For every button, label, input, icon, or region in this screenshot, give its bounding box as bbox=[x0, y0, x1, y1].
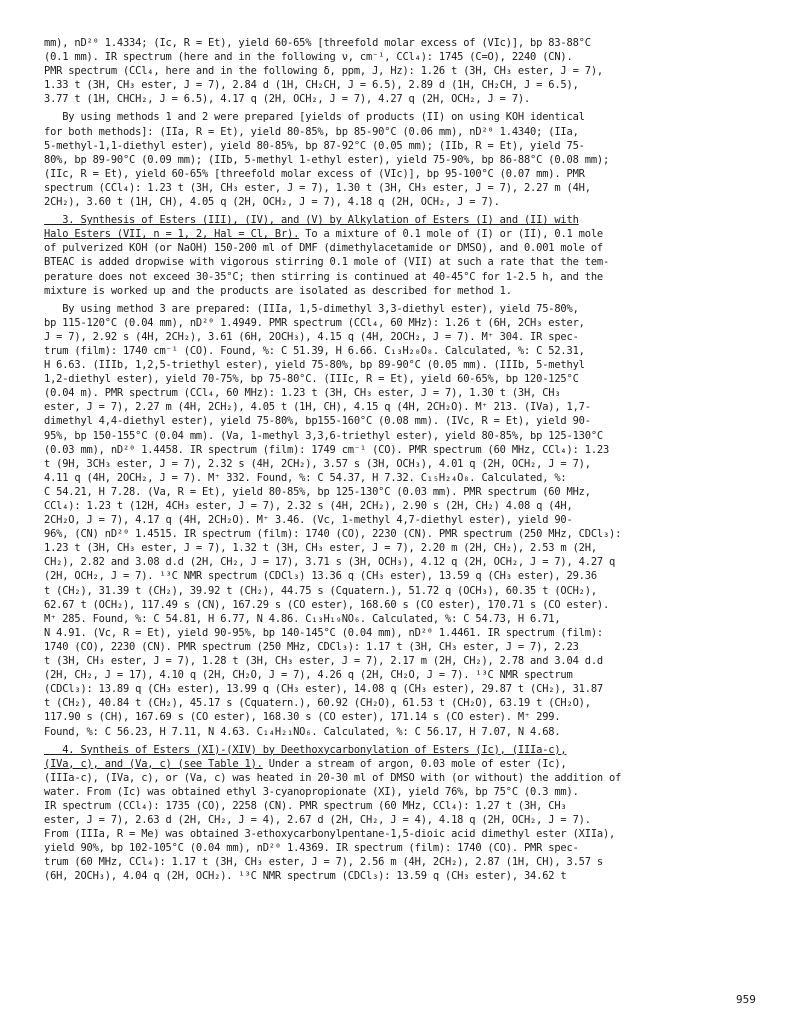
text-line bbox=[44, 213, 774, 227]
text-line bbox=[44, 654, 774, 668]
text-line bbox=[44, 757, 774, 771]
text-line bbox=[44, 869, 774, 883]
text-line bbox=[44, 358, 774, 372]
line-text: ester, J = 7), 2.27 m (4H, 2CH₂), 4.05 t (1H, CH), 4.15 q (4H, 2CH₂O). M⁺ 213. (IVa), 1,7- bbox=[44, 401, 591, 414]
line-text: (IIIa-c), (IVa, c), or (Va, c) was heated in 20-30 ml of DMSO with (or without) the addition of bbox=[44, 771, 622, 784]
line-text: H 6.63. (IIIb, 1,2,5-triethyl ester), yield 75-80%, bp 89-90°C (0.05 mm). (IIIb, 5-methyl bbox=[44, 359, 585, 372]
line-text: J = 7), 2.92 s (4H, 2CH₂), 3.61 (6H, 2OCH₃), 4.15 q (4H, 2OCH₂, J = 7). M⁺ 304. IR spec- bbox=[44, 330, 579, 343]
text-line bbox=[44, 696, 774, 710]
section-heading: Halo Esters (VII, n = 1, 2, Hal = Cl, Br). bbox=[44, 228, 300, 241]
line-text: ester, J = 7), 2.63 d (2H, CH₂, J = 4), 2.67 d (2H, CH₂, J = 4), 4.18 q (2H, OCH₂, J = 7). bbox=[44, 814, 591, 827]
text-line bbox=[44, 227, 774, 241]
text-line bbox=[44, 386, 774, 400]
text-line bbox=[44, 125, 774, 139]
text-line bbox=[44, 527, 774, 541]
line-text: PMR spectrum (CCl₄, here and in the following δ, ppm, J, Hz): 1.26 t (3H, CH₃ ester, J = 7), bbox=[44, 65, 603, 78]
text-line bbox=[44, 743, 774, 757]
text-line bbox=[44, 682, 774, 696]
line-text: for both methods]: (IIa, R = Et), yield 80-85%, bp 85-90°C (0.06 mm), nD²⁰ 1.4340; (IIa, bbox=[44, 125, 579, 138]
line-text: mm), nD²⁰ 1.4334; (Ic, R = Et), yield 60-65% [threefold molar excess of (VIc)], bp 83-88°C bbox=[44, 37, 591, 49]
line-text: (IIc, R = Et), yield 60-65% [threefold molar excess of (VIc)], bp 95-100°C (0.07 mm). PMR bbox=[44, 167, 585, 180]
line-text: BTEAC is added dropwise with vigorous stirring 0.1 mole of (VII) at such a rate that the tem- bbox=[44, 256, 610, 269]
text-line bbox=[44, 725, 774, 739]
line-text: perature does not exceed 30-35°C; then stirring is continued at 40-45°C for 1-2.5 h, and the bbox=[44, 270, 603, 283]
text-line bbox=[44, 598, 774, 612]
line-text: IR spectrum (CCl₄): 1735 (CO), 2258 (CN). PMR spectrum (60 MHz, CCl₄): 1.27 t (3H, CH₃ bbox=[44, 799, 567, 812]
text-line bbox=[44, 499, 774, 513]
line-text: (0.03 mm), nD²⁰ 1.4458. IR spectrum (film): 1749 cm⁻¹ (CO). PMR spectrum (60 MHz, CCl₄): 1.23 bbox=[44, 443, 610, 456]
text-line bbox=[44, 799, 774, 813]
text-line bbox=[44, 255, 774, 269]
line-text: Found, %: C 56.23, H 7.11, N 4.63. C₁₄H₂₁NO₆. Calculated, %: C 56.17, H 7.07, N 4.68. bbox=[44, 725, 561, 738]
text-line bbox=[44, 584, 774, 598]
line-text: 80%, bp 89-90°C (0.09 mm); (IIb, 5-methyl 1-ethyl ester), yield 75-90%, bp 86-88°C (0.08 mm); bbox=[44, 153, 610, 166]
line-text: 1.23 t (3H, CH₃ ester, J = 7), 1.32 t (3H, CH₃ ester, J = 7), 2.20 m (2H, CH₂), 2.53 m (2H, bbox=[44, 542, 597, 555]
line-text: t (3H, CH₃ ester, J = 7), 1.28 t (3H, CH₃ ester, J = 7), 2.17 m (2H, CH₂), 2.78 and 3.04 d.d bbox=[44, 655, 603, 668]
line-text: mixture is worked up and the products are isolated as described for method 1. bbox=[44, 284, 512, 297]
text-line bbox=[44, 457, 774, 471]
text-line bbox=[44, 827, 774, 841]
line-text: M⁺ 285. Found, %: C 54.81, H 6.77, N 4.86. C₁₃H₁₉NO₆. Calculated, %: C 54.73, H 6.71, bbox=[44, 612, 561, 625]
text-line bbox=[44, 710, 774, 724]
text-line bbox=[44, 414, 774, 428]
text-line bbox=[44, 443, 774, 457]
text-line bbox=[44, 181, 774, 195]
text-line bbox=[44, 841, 774, 855]
text-line bbox=[44, 569, 774, 583]
line-text: trum (film): 1740 cm⁻¹ (CO). Found, %: C 51.39, H 6.66. C₁₃H₂₀O₈. Calculated, %: C 52.31, bbox=[44, 344, 585, 357]
text-line bbox=[44, 330, 774, 344]
line-text: t (CH₂), 40.84 t (CH₂), 45.17 s (Cquatern.), 60.92 (CH₂O), 61.53 t (CH₂O), 63.19 t (CH₂O), bbox=[44, 697, 591, 710]
text-line bbox=[44, 78, 774, 92]
text-line bbox=[44, 541, 774, 555]
line-text: t (CH₂), 31.39 t (CH₂), 39.92 t (CH₂), 44.75 s (Cquatern.), 51.72 q (OCH₃), 60.35 t (OCH₂), bbox=[44, 584, 597, 597]
paragraph bbox=[44, 36, 774, 106]
text-line bbox=[44, 302, 774, 316]
text-line bbox=[44, 372, 774, 386]
text-line bbox=[44, 668, 774, 682]
line-text: CCl₄): 1.23 t (12H, 4CH₃ ester, J = 7), 2.32 s (4H, 2CH₂), 2.90 s (2H, CH₂) 4.08 q (4H, bbox=[44, 500, 573, 512]
line-text: Under a stream of argon, 0.03 mole of ester (Ic), bbox=[262, 757, 567, 770]
text-line bbox=[44, 316, 774, 330]
text-line bbox=[44, 626, 774, 640]
line-text: 2CH₂), 3.60 t (1H, CH), 4.05 q (2H, OCH₂, J = 7), 4.18 q (2H, OCH₂, J = 7). bbox=[44, 196, 500, 209]
line-text: (2H, CH₂, J = 17), 4.10 q (2H, CH₂O, J = 7), 4.26 q (2H, CH₂O, J = 7). ¹³C NMR spectrum bbox=[44, 669, 573, 682]
line-text: spectrum (CCl₄): 1.23 t (3H, CH₃ ester, J = 7), 1.30 t (3H, CH₃ ester, J = 7), 2.27 m (4H, bbox=[44, 181, 591, 194]
text-line bbox=[44, 429, 774, 443]
line-text: 95%, bp 150-155°C (0.04 mm). (Va, 1-methyl 3,3,6-triethyl ester), yield 80-85%, bp 125-130°C bbox=[44, 429, 603, 442]
text-line bbox=[44, 813, 774, 827]
line-text: By using method 3 are prepared: (IIIa, 1,5-dimethyl 3,3-diethyl ester), yield 75-80%, bbox=[44, 302, 579, 315]
line-text: To a mixture of 0.1 mole of (I) or (II), 0.1 mole bbox=[299, 228, 603, 241]
paragraph bbox=[44, 302, 774, 739]
text-line bbox=[44, 471, 774, 485]
text-line bbox=[44, 400, 774, 414]
line-text: 1,2-diethyl ester), yield 70-75%, bp 75-80°C. (IIIc, R = Et), yield 60-65%, bp 120-125°C bbox=[44, 373, 579, 386]
line-text: (0.1 mm). IR spectrum (here and in the following ν, cm⁻¹, CCl₄): 1745 (C=O), 2240 (CN). bbox=[44, 51, 573, 64]
line-text: 4.11 q (4H, 2OCH₂, J = 7). M⁺ 332. Found, %: C 54.37, H 7.32. C₁₅H₂₄O₈. Calculated, %: bbox=[44, 471, 567, 484]
line-text: water. From (Ic) was obtained ethyl 3-cyanopropionate (XI), yield 76%, bp 75°C (0.3 mm). bbox=[44, 785, 579, 798]
line-text: 117.90 s (CH), 167.69 s (CO ester), 168.30 s (CO ester), 171.14 s (CO ester). M⁺ 299. bbox=[44, 711, 561, 724]
text-line bbox=[44, 50, 774, 64]
text-line bbox=[44, 555, 774, 569]
line-text: 5-methyl-1,1-diethyl ester), yield 80-85%, bp 87-92°C (0.05 mm); (IIb, R = Et), yield 75- bbox=[44, 139, 585, 152]
text-line bbox=[44, 344, 774, 358]
text-line bbox=[44, 640, 774, 654]
text-line bbox=[44, 139, 774, 153]
line-text: By using methods 1 and 2 were prepared [yields of products (II) on using KOH identical bbox=[44, 111, 585, 124]
paragraph bbox=[44, 743, 774, 884]
text-line bbox=[44, 785, 774, 799]
line-text: (0.04 m). PMR spectrum (CCl₄, 60 MHz): 1.23 t (3H, CH₃ ester, J = 7), 1.30 t (3H, CH₃ bbox=[44, 387, 561, 400]
line-text: (2H, OCH₂, J = 7). ¹³C NMR spectrum (CDCl₃) 13.36 q (CH₃ ester), 13.59 q (CH₃ ester), 29.36 bbox=[44, 570, 597, 583]
line-text: of pulverized KOH (or NaOH) 150-200 ml of DMF (dimethylacetamide or DMSO), and 0.001 mole of bbox=[44, 242, 603, 255]
page-number: 959 bbox=[736, 993, 756, 1006]
text-line bbox=[44, 167, 774, 181]
body-text bbox=[44, 36, 774, 884]
line-text: (6H, 2OCH₃), 4.04 q (2H, OCH₂). ¹³C NMR spectrum (CDCl₃): 13.59 q (CH₃ ester), 34.62 t bbox=[44, 870, 567, 883]
line-text: 62.67 t (OCH₂), 117.49 s (CN), 167.29 s (CO ester), 168.60 s (CO ester), 170.71 s (CO ester). bbox=[44, 598, 610, 611]
text-line bbox=[44, 513, 774, 527]
line-text: 1.33 t (3H, CH₃ ester, J = 7), 2.84 d (1H, CH₂CH, J = 6.5), 2.89 d (1H, CH₂CH, J = 6.5), bbox=[44, 79, 579, 92]
paragraph bbox=[44, 110, 774, 209]
text-line bbox=[44, 771, 774, 785]
text-line bbox=[44, 241, 774, 255]
text-line bbox=[44, 110, 774, 124]
text-line bbox=[44, 485, 774, 499]
line-text: 3.77 t (1H, CHCH₂, J = 6.5), 4.17 q (2H, OCH₂, J = 7), 4.27 q (2H, OCH₂, J = 7). bbox=[44, 93, 531, 106]
line-text: 1740 (CO), 2230 (CN). PMR spectrum (250 MHz, CDCl₃): 1.17 t (3H, CH₃ ester, J = 7), 2.23 bbox=[44, 640, 579, 653]
line-text: C 54.21, H 7.28. (Va, R = Et), yield 80-85%, bp 125-130°C (0.03 mm). PMR spectrum (60 MHz, bbox=[44, 485, 591, 498]
text-line bbox=[44, 270, 774, 284]
line-text: dimethyl 4,4-diethyl ester), yield 75-80%, bp155-160°C (0.08 mm). (IVc, R = Et), yield 90- bbox=[44, 415, 591, 428]
line-text: N 4.91. (Vc, R = Et), yield 90-95%, bp 140-145°C (0.04 mm), nD²⁰ 1.4461. IR spectrum (film): bbox=[44, 626, 603, 639]
text-line bbox=[44, 612, 774, 626]
section-heading: 4. Syntheis of Esters (XI)-(XIV) by Deethoxycarbonylation of Esters (Ic), (IIIa-c), bbox=[44, 743, 567, 756]
text-line bbox=[44, 855, 774, 869]
line-text: yield 90%, bp 102-105°C (0.04 mm), nD²⁰ 1.4369. IR spectrum (film): 1740 (CO). PMR spec- bbox=[44, 842, 579, 855]
text-line bbox=[44, 195, 774, 209]
paragraph bbox=[44, 213, 774, 298]
text-line bbox=[44, 64, 774, 78]
text-line bbox=[44, 92, 774, 106]
line-text: 96%, (CN) nD²⁰ 1.4515. IR spectrum (film): 1740 (CO), 2230 (CN). PMR spectrum (250 MHz, CDCl₃): bbox=[44, 528, 622, 541]
line-text: CH₂), 2.82 and 3.08 d.d (2H, CH₂, J = 17), 3.71 s (3H, OCH₃), 4.12 q (2H, OCH₂, J = 7), 4.27 q bbox=[44, 556, 616, 569]
line-text: t (9H, 3CH₃ ester, J = 7), 2.32 s (4H, 2CH₂), 3.57 s (3H, OCH₃), 4.01 q (2H, OCH₂, J = 7), bbox=[44, 457, 591, 470]
section-heading: (IVa, c), and (Va, c) (see Table 1). bbox=[44, 757, 263, 770]
line-text: bp 115-120°C (0.04 mm), nD²⁰ 1.4949. PMR spectrum (CCl₄, 60 MHz): 1.26 t (6H, 2CH₃ ester, bbox=[44, 316, 585, 329]
line-text: 2CH₂O, J = 7), 4.17 q (4H, 2CH₂O). M⁺ 3.46. (Vc, 1-methyl 4,7-diethyl ester), yield 90- bbox=[44, 514, 573, 527]
text-line bbox=[44, 284, 774, 298]
text-line bbox=[44, 36, 774, 50]
line-text: trum (60 MHz, CCl₄): 1.17 t (3H, CH₃ ester, J = 7), 2.56 m (4H, 2CH₂), 2.87 (1H, CH), 3.57 s bbox=[44, 856, 603, 869]
line-text: From (IIIa, R = Me) was obtained 3-ethoxycarbonylpentane-1,5-dioic acid dimethyl ester (XIIa), bbox=[44, 828, 616, 841]
line-text: (CDCl₃): 13.89 q (CH₃ ester), 13.99 q (CH₃ ester), 14.08 q (CH₃ ester), 29.87 t (CH₂), 31.87 bbox=[44, 683, 603, 696]
text-line bbox=[44, 153, 774, 167]
section-heading: 3. Synthesis of Esters (III), (IV), and (V) by Alkylation of Esters (I) and (II) with bbox=[44, 214, 579, 227]
